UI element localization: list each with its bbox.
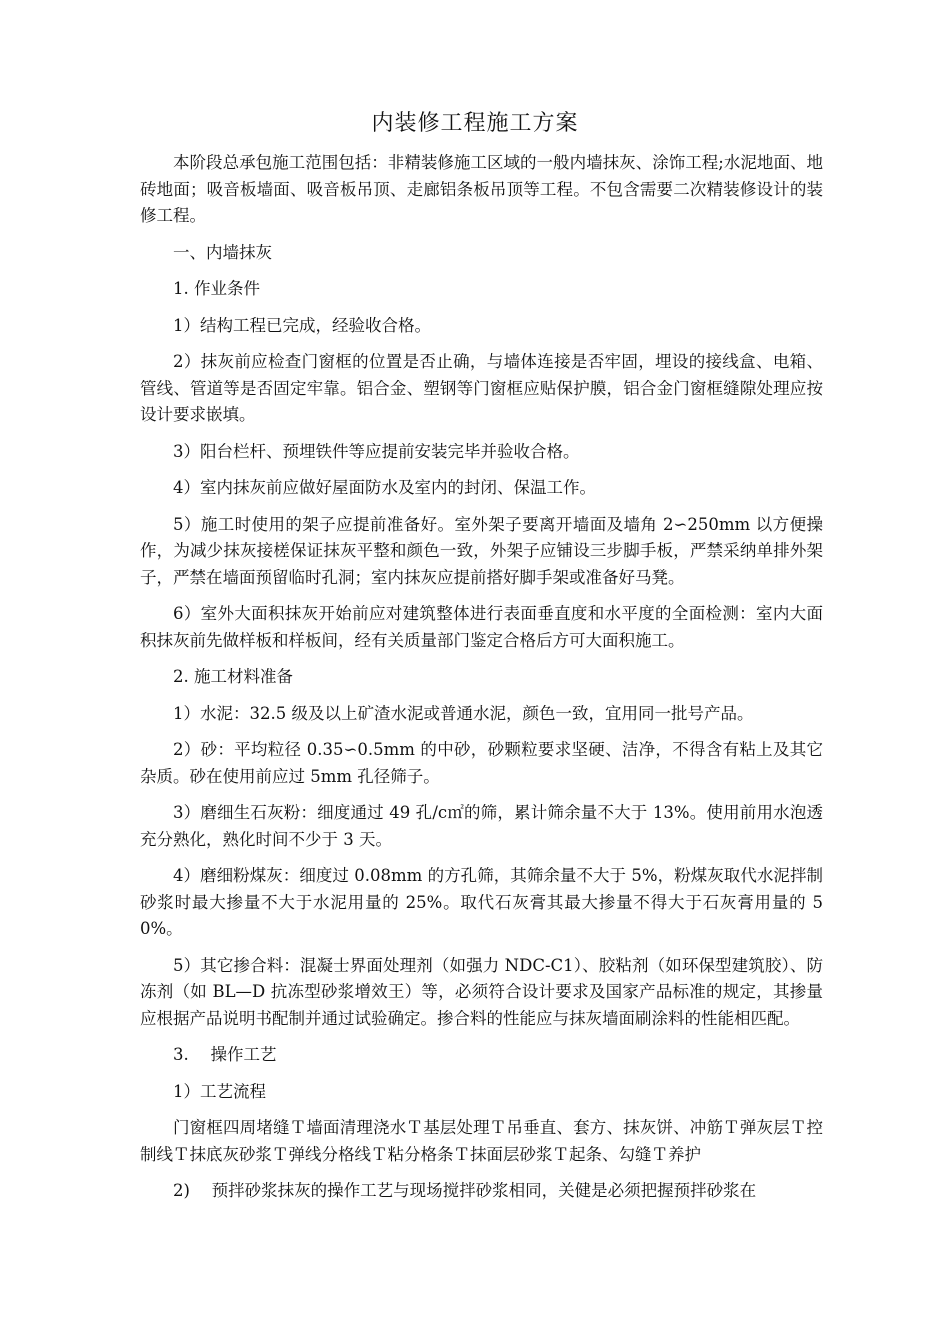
paragraph-premixed-mortar: 2) 预拌砂浆抹灰的操作工艺与现场搅拌砂浆相同，关健是必须把握预拌砂浆在 [173, 1181, 757, 1200]
paragraph-process-flow-heading: 1）工艺流程 [173, 1081, 266, 1101]
subheading-material-preparation: 2. 施工材料准备 [173, 667, 293, 686]
paragraph-material-1: 1）水泥：32.5 级及以上矿渣水泥或普通水泥，颜色一致，宜用同一批号产品。 [173, 703, 754, 723]
paragraph-material-3: 3）磨细生石灰粉：细度通过 49 孔/c㎡的筛，累计筛余量不大于 13%。使用前用水泡透充分熟化，熟化时间不少于 3 天。 [140, 803, 823, 849]
paragraph-condition-1: 1）结构工程已完成，经验收合格。 [173, 315, 431, 335]
section-heading-interior-plastering: 一、内墙抹灰 [173, 242, 272, 262]
paragraph-material-2: 2）砂：平均粒径 0.35∽0.5mm 的中砂，砂颗粒要求坚硬、洁净，不得含有粘上及其它杂质。砂在使用前应过 5mm 孔径筛子。 [140, 740, 823, 786]
document-title: 内装修工程施工方案 [371, 111, 579, 136]
paragraph-material-5: 5）其它掺合料：混凝士界面处理剂（如强力 NDC-C1）、胶粘剂（如环保型建筑胶）、防冻剂（如 BL—D 抗冻型砂浆增效王）等，必须符合设计要求及国家产品标准的规定，其掺量应根据产品说明书配制并通过试验确定。掺合料的性能应与抹灰墙面刷涂料的性能相匹配。 [140, 955, 823, 1028]
intro-paragraph: 本阶段总承包施工范围包括：非精装修施工区域的一般内墙抹灰、涂饰工程;水泥地面、地砖地面；吸音板墙面、吸音板吊顶、走廊铝条板吊顶等工程。不包含需要二次精装修设计的装修工程。 [140, 153, 823, 225]
subheading-work-conditions: 1. 作业条件 [173, 279, 260, 298]
paragraph-process-flow: 门窗框四周堵缝Ｔ墙面清理浇水Ｔ基层处理Ｔ吊垂直、套方、抹灰饼、冲筋Ｔ弹灰层Ｔ控制线Ｔ抹底灰砂浆Ｔ弹线分格线Ｔ粘分格条Ｔ抹面层砂浆Ｔ起条、勾缝Ｔ养护 [140, 1118, 823, 1164]
subheading-operation-process: 3. 操作工艺 [173, 1045, 277, 1064]
paragraph-condition-5: 5）施工时使用的架子应提前准备好。室外架子要离开墙面及墙角 2∽250mm 以方便操作，为减少抹灰接槎保证抹灰平整和颜色一致，外架子应铺设三步脚手板，严禁采纳单排外架子，严禁在墙面预留临时孔洞；室内抹灰应提前搭好脚手架或准备好马凳。 [140, 514, 823, 587]
paragraph-condition-2: 2）抹灰前应检查门窗框的位置是否止确，与墙体连接是否牢固，埋设的接线盒、电箱、管线、管道等是否固定牢靠。铝合金、塑钢等门窗框应贴保护膜，铝合金门窗框缝隙处理应按设计要求嵌填。 [140, 352, 823, 424]
paragraph-condition-3: 3）阳台栏杆、预埋铁件等应提前安装完毕并验收合格。 [173, 441, 580, 461]
document-body [140, 150, 823, 1215]
paragraph-material-4: 4）磨细粉煤灰：细度过 0.08mm 的方孔筛，其筛余量不大于 5%，粉煤灰取代水泥拌制砂浆时最大掺量不大于水泥用量的 25%。取代石灰膏其最大掺量不得大于石灰膏用量的 50%。 [140, 866, 823, 938]
paragraph-condition-4: 4）室内抹灰前应做好屋面防水及室内的封闭、保温工作。 [173, 478, 596, 497]
paragraph-condition-6: 6）室外大面积抹灰开始前应对建筑整体进行表面垂直度和水平度的全面检测：室内大面积抹灰前先做样板和样板间，经有关质量部门鉴定合格后方可大面积施工。 [140, 604, 823, 650]
